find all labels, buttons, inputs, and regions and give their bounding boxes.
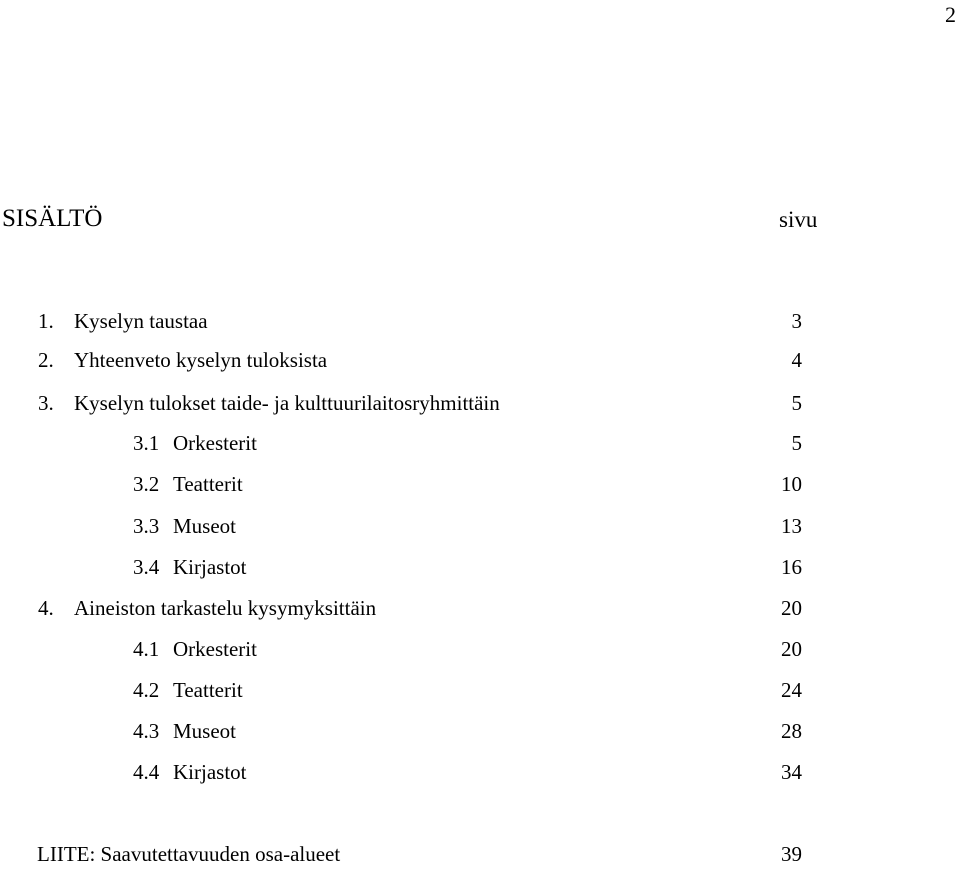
entry-number: 4.: [38, 596, 54, 620]
entry-title: Museot: [173, 719, 236, 743]
entry-page: 20: [781, 637, 802, 661]
entry-page: 13: [781, 514, 802, 538]
entry-title: Yhteenveto kyselyn tuloksista: [74, 348, 328, 372]
entry-title: Teatterit: [173, 472, 243, 496]
entry-number: 3.2: [133, 472, 160, 496]
toc-title: SISÄLTÖ: [2, 205, 103, 232]
toc-entry: [0, 391, 960, 419]
toc-appendix-entry: [0, 842, 960, 870]
entry-number: 4.1: [133, 637, 160, 661]
entry-title: Kirjastot: [173, 555, 247, 579]
toc-subentry: [0, 514, 960, 542]
appendix-page: 39: [781, 842, 802, 866]
entry-number: 3.3: [133, 514, 160, 538]
entry-page: 10: [781, 472, 802, 496]
entry-page: 28: [781, 719, 802, 743]
entry-number: 3.4: [133, 555, 160, 579]
entry-number: 4.3: [133, 719, 160, 743]
entry-page: 4: [791, 348, 802, 372]
entry-page: 24: [781, 678, 802, 702]
entry-page: 20: [781, 596, 802, 620]
entry-title: Orkesterit: [173, 637, 257, 661]
entry-title: Kirjastot: [173, 760, 247, 784]
entry-title: Kyselyn taustaa: [74, 309, 208, 333]
entry-page: 5: [791, 431, 802, 455]
entry-title: Kyselyn tulokset taide- ja kulttuurilaitosryhmittäin: [74, 391, 500, 415]
toc-subentry: [0, 431, 960, 459]
entry-title: Aineiston tarkastelu kysymyksittäin: [74, 596, 377, 620]
entry-title: Teatterit: [173, 678, 243, 702]
toc-subentry: [0, 678, 960, 706]
entry-number: 1.: [38, 309, 54, 333]
entry-page: 34: [781, 760, 802, 784]
page-column-header: sivu: [779, 207, 818, 232]
entry-page: 3: [791, 309, 802, 333]
toc-entry: [0, 348, 960, 376]
entry-page: 5: [791, 391, 802, 415]
toc-entry: [0, 309, 960, 337]
entry-number: 4.2: [133, 678, 160, 702]
entry-page: 16: [781, 555, 802, 579]
entry-number: 3.: [38, 391, 54, 415]
toc-subentry: [0, 637, 960, 665]
toc-subentry: [0, 719, 960, 747]
entry-number: 4.4: [133, 760, 160, 784]
entry-number: 2.: [38, 348, 54, 372]
appendix-title: LIITE: Saavutettavuuden osa-alueet: [37, 842, 341, 866]
page-number: 2: [945, 2, 956, 27]
toc-subentry: [0, 555, 960, 583]
entry-number: 3.1: [133, 431, 160, 455]
entry-title: Orkesterit: [173, 431, 257, 455]
toc-subentry: [0, 760, 960, 788]
entry-title: Museot: [173, 514, 236, 538]
toc-entry: [0, 596, 960, 624]
toc-subentry: [0, 472, 960, 500]
